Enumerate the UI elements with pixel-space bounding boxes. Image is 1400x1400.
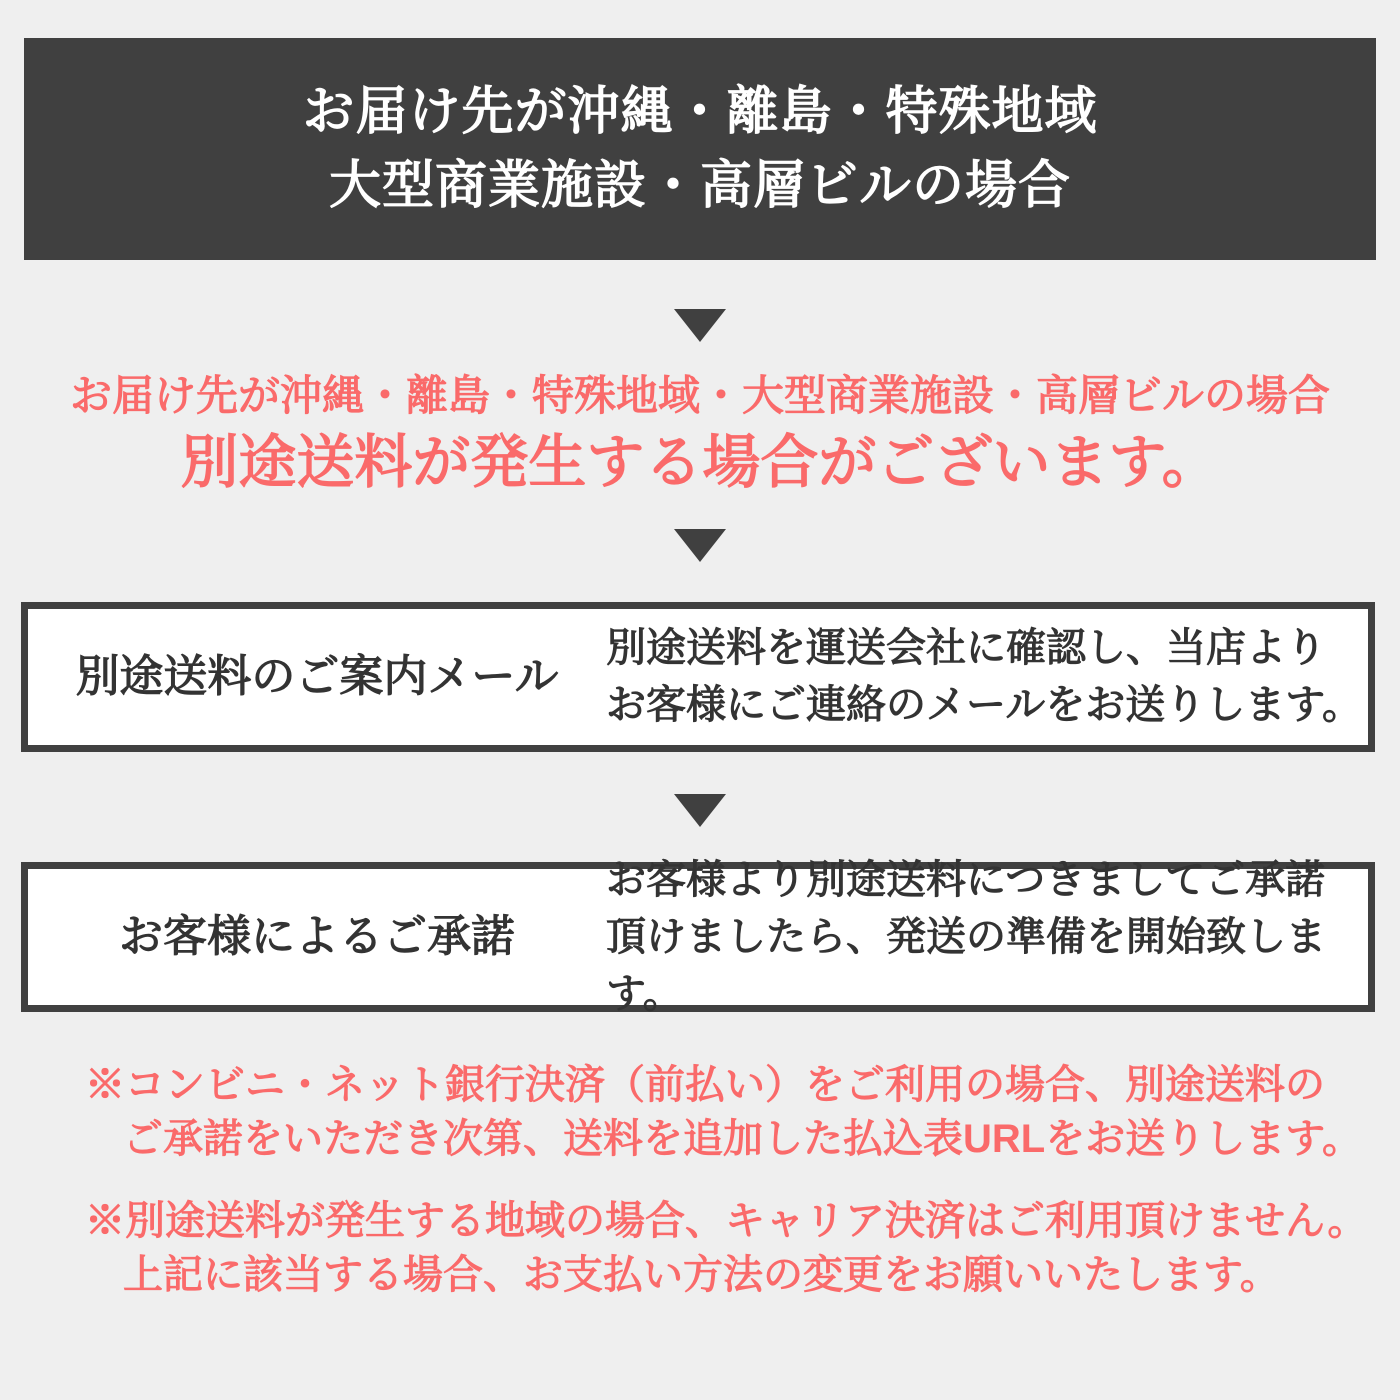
down-arrow-icon [674, 529, 726, 562]
down-arrow-icon [674, 794, 726, 827]
note-line-2: ご承諾をいただき次第、送料を追加した払込表URLをお送りします。 [123, 1117, 1363, 1161]
step-description-line-2: 頂けましたら、発送の準備を開始致します。 [606, 914, 1326, 1016]
step-box-shipping-fee-mail [21, 602, 1375, 752]
note-prepayment [85, 1058, 1400, 1166]
note-line-1: ※別途送料が発生する地域の場合、キャリア決済はご利用頂けません。 [85, 1199, 1368, 1243]
step-description-line-2: お客様にご連絡のメールをお送りします。 [606, 683, 1362, 727]
step-description [606, 620, 1362, 734]
header-banner [24, 38, 1376, 260]
header-line-2: 大型商業施設・高層ビルの場合 [328, 157, 1071, 215]
note-line-1: ※コンビニ・ネット銀行決済（前払い）をご利用の場合、別途送料の [85, 1063, 1325, 1107]
headline-line-2: 別途送料が発生する場合がございます。 [180, 430, 1220, 495]
headline [0, 370, 1400, 496]
header-line-1: お届け先が沖縄・離島・特殊地域 [302, 83, 1098, 141]
down-arrow-icon [674, 309, 726, 342]
step-label: お客様によるご承諾 [119, 912, 515, 961]
note-line-2: 上記に該当する場合、お支払い方法の変更をお願いいたします。 [123, 1253, 1280, 1297]
note-carrier-payment [85, 1194, 1400, 1302]
step-description [606, 852, 1368, 1023]
step-box-customer-approval [21, 857, 1375, 1016]
step-description-line-1: 別途送料を運送会社に確認し、当店より [606, 626, 1326, 670]
step-description-line-1: お客様より別途送料につきましてご承諾 [606, 857, 1326, 902]
headline-line-1: お届け先が沖縄・離島・特殊地域・大型商業施設・高層ビルの場合 [69, 372, 1330, 419]
step-label: 別途送料のご案内メール [75, 652, 559, 701]
footnotes [85, 1058, 1400, 1302]
